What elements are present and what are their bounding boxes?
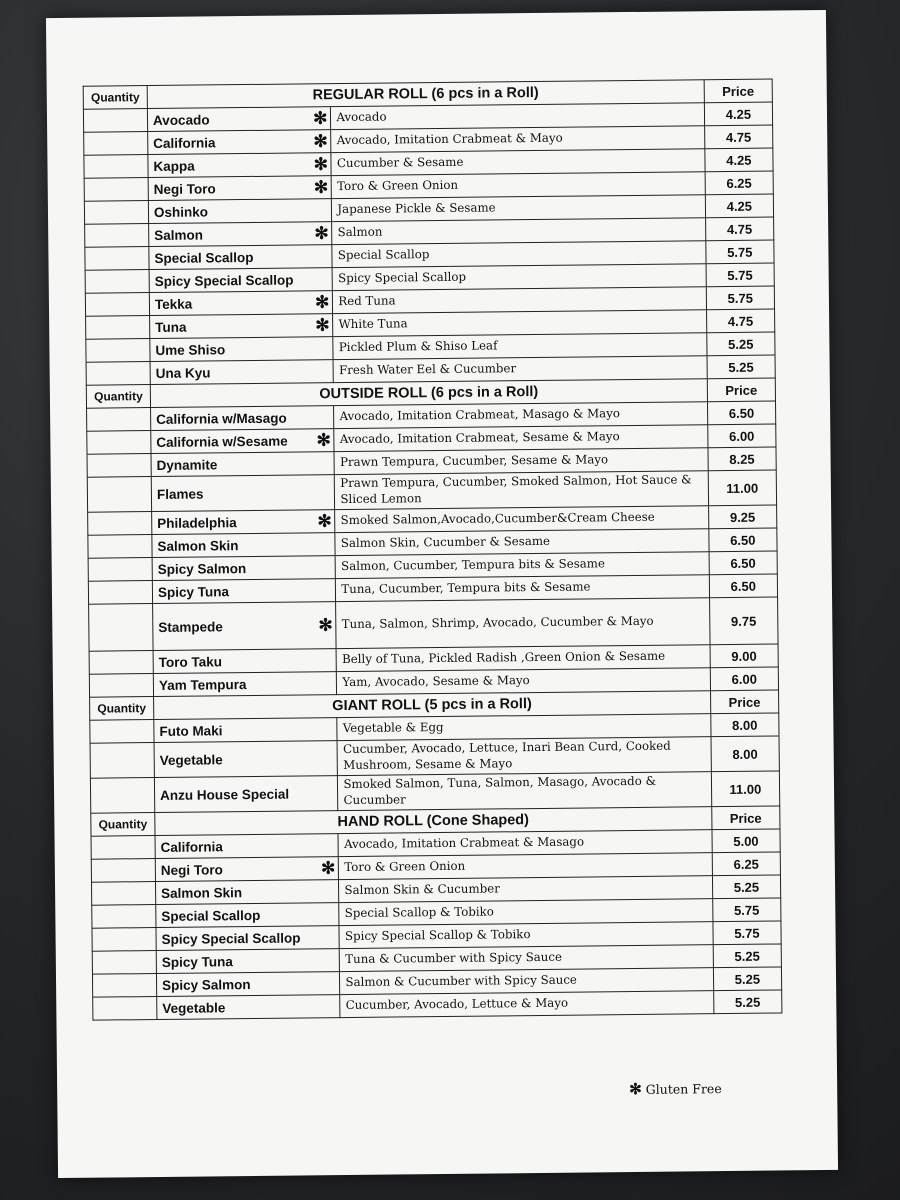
item-description: Belly of Tuna, Pickled Radish ,Green Onion & Sesame [336, 645, 710, 672]
item-description: Avocado, Imitation Crabmeat & Mayo [331, 126, 705, 153]
item-price: 5.25 [707, 355, 776, 379]
quantity-cell[interactable] [88, 581, 152, 605]
item-name-text: Toro Taku [158, 653, 223, 670]
item-name [148, 130, 332, 155]
item-price: 6.50 [709, 528, 778, 552]
item-price: 5.75 [706, 263, 775, 287]
item-description: Smoked Salmon, Tuna, Salmon, Masago, Avocado & Cucumber [338, 772, 712, 811]
item-name [150, 337, 334, 362]
item-name [152, 579, 336, 604]
item-price: 5.75 [706, 286, 775, 310]
item-price: 6.50 [709, 551, 778, 575]
item-name [151, 452, 335, 477]
quantity-header: Quantity [90, 697, 154, 721]
quantity-cell[interactable] [86, 362, 150, 386]
item-price: 8.25 [708, 447, 777, 471]
quantity-cell[interactable] [85, 293, 149, 317]
item-name-text: California w/Sesame [156, 433, 288, 450]
item-price: 5.00 [712, 829, 781, 853]
item-name-text: Special Scallop [154, 249, 254, 266]
item-name-text: Negi Toro [153, 180, 216, 197]
item-name [156, 949, 340, 974]
gluten-free-star-icon: ✻ [317, 511, 332, 531]
footnote-text: Gluten Free [645, 1081, 722, 1097]
quantity-cell[interactable] [92, 928, 156, 952]
quantity-cell[interactable] [84, 178, 148, 202]
item-description: Avocado, Imitation Crabmeat, Masago & Mayo [334, 402, 708, 429]
item-name [148, 199, 332, 224]
item-description: Tuna & Cucumber with Spicy Sauce [340, 945, 714, 972]
quantity-cell[interactable] [86, 339, 150, 363]
item-price: 5.25 [706, 332, 775, 356]
roll-menu-table [83, 79, 783, 1021]
item-price: 6.00 [707, 424, 776, 448]
gluten-free-footnote [629, 1079, 722, 1098]
quantity-cell[interactable] [93, 997, 157, 1021]
item-description: Avocado, Imitation Crabmeat, Sesame & Mayo [334, 425, 708, 452]
quantity-header: Quantity [91, 813, 155, 837]
menu-item-row [89, 597, 778, 651]
item-price: 9.25 [708, 505, 777, 529]
item-name-text: Tuna [155, 319, 187, 335]
item-description: Cucumber, Avocado, Lettuce & Mayo [340, 991, 714, 1018]
gluten-free-star-icon: ✻ [313, 177, 329, 197]
item-name-text: Kappa [153, 158, 195, 174]
item-description: Avocado, Imitation Crabmeat & Masago [338, 830, 712, 857]
quantity-cell[interactable] [91, 836, 155, 860]
gluten-free-star-icon: ✻ [313, 154, 329, 174]
item-description: Spicy Special Scallop [332, 264, 706, 291]
price-header: Price [711, 806, 780, 830]
quantity-cell[interactable] [88, 535, 152, 559]
quantity-cell[interactable] [84, 201, 148, 225]
item-description: Salmon Skin & Cucumber [339, 876, 713, 903]
item-description: Vegetable & Egg [337, 714, 711, 741]
item-price: 9.00 [710, 644, 779, 668]
item-name-text: Spicy Tuna [161, 953, 233, 970]
quantity-cell[interactable] [92, 951, 156, 975]
quantity-cell[interactable] [87, 477, 151, 513]
item-description: Cucumber & Sesame [331, 149, 705, 176]
item-price: 4.25 [705, 148, 774, 172]
item-price: 5.75 [706, 240, 775, 264]
item-description: Salmon [332, 218, 706, 245]
item-price: 5.75 [712, 898, 781, 922]
item-price: 6.25 [705, 171, 774, 195]
item-name-text: Spicy Special Scallop [161, 930, 301, 947]
item-name-text: Avocado [152, 111, 210, 128]
item-name-text: Salmon [154, 226, 204, 243]
item-price: 8.00 [711, 736, 780, 772]
item-name-text: Salmon Skin [161, 884, 243, 901]
item-price: 6.50 [709, 574, 778, 598]
item-description: Smoked Salmon,Avocado,Cucumber&Cream Cheese [335, 506, 709, 533]
item-description: Avocado [331, 103, 705, 130]
quantity-cell[interactable] [91, 859, 155, 883]
gluten-free-star-icon: ✻ [313, 108, 328, 128]
item-description: Tuna, Cucumber, Tempura bits & Sesame [336, 575, 710, 602]
item-price: 6.25 [712, 852, 781, 876]
item-name-text: Spicy Salmon [161, 976, 251, 993]
item-name-text: Yam Tempura [158, 676, 247, 693]
item-name-text: Dynamite [156, 456, 218, 473]
item-description: Toro & Green Onion [339, 853, 713, 880]
quantity-cell[interactable] [88, 512, 152, 536]
item-name [149, 245, 333, 270]
item-name-text: Oshinko [153, 203, 209, 220]
quantity-cell[interactable] [89, 674, 153, 698]
item-description: Special Scallop [332, 241, 706, 268]
item-price: 4.25 [705, 194, 774, 218]
item-name [147, 107, 331, 132]
quantity-cell[interactable] [86, 316, 150, 340]
gluten-free-star-icon: ✻ [316, 430, 331, 450]
item-price: 5.25 [712, 875, 781, 899]
quantity-cell[interactable] [85, 247, 149, 271]
item-name-text: Special Scallop [161, 907, 261, 924]
item-name-text: Tekka [154, 296, 193, 312]
quantity-cell[interactable] [87, 408, 151, 432]
item-name [155, 880, 339, 905]
item-price: 6.00 [710, 667, 779, 691]
item-name [154, 718, 338, 743]
quantity-cell[interactable] [87, 454, 151, 478]
quantity-cell[interactable] [92, 974, 156, 998]
item-name [149, 268, 333, 293]
item-name [151, 475, 335, 512]
item-description: Salmon Skin, Cucumber & Sesame [335, 529, 709, 556]
item-name [151, 429, 335, 454]
quantity-cell[interactable] [90, 720, 154, 744]
item-name-text: Flames [156, 485, 204, 502]
item-name [148, 153, 332, 178]
section-title: GIANT ROLL (5 pcs in a Roll) [154, 691, 711, 720]
item-price: 11.00 [711, 771, 780, 807]
item-name [149, 222, 333, 247]
quantity-cell[interactable] [89, 651, 153, 675]
price-header: Price [710, 690, 779, 714]
item-description: Prawn Tempura, Cucumber, Smoked Salmon, Hot Sauce & Sliced Lemon [335, 471, 709, 510]
quantity-cell[interactable] [84, 155, 148, 179]
gluten-free-star-icon: ✻ [318, 615, 333, 635]
item-name [156, 926, 340, 951]
item-name-text: Philadelphia [157, 514, 237, 531]
item-name [153, 649, 337, 674]
item-name-text: California w/Masago [156, 410, 287, 427]
item-description: Cucumber, Avocado, Lettuce, Inari Bean Curd, Cooked Mushroom, Sesame & Mayo [337, 737, 711, 776]
item-name [156, 903, 340, 928]
item-name [155, 857, 339, 882]
quantity-cell[interactable] [88, 558, 152, 582]
item-name-text: Vegetable [159, 751, 223, 768]
item-name-text: Spicy Salmon [157, 560, 247, 577]
item-name-text: Spicy Tuna [157, 583, 230, 600]
item-description: Tuna, Salmon, Shrimp, Avocado, Cucumber & Mayo [336, 598, 710, 649]
item-name [154, 741, 338, 778]
item-description: Special Scallop & Tobiko [339, 899, 713, 926]
item-price: 5.75 [713, 921, 782, 945]
item-description: Japanese Pickle & Sesame [332, 195, 706, 222]
section-title: HAND ROLL (Cone Shaped) [155, 807, 712, 836]
item-name [152, 533, 336, 558]
item-name-text: California [160, 838, 223, 855]
quantity-cell[interactable] [89, 604, 153, 652]
item-name [155, 834, 339, 859]
item-name [154, 776, 338, 813]
item-description: Prawn Tempura, Cucumber, Sesame & Mayo [334, 448, 708, 475]
quantity-cell[interactable] [90, 743, 154, 779]
item-name [153, 672, 337, 697]
item-name-text: Stampede [158, 618, 223, 635]
gluten-free-star-icon: ✻ [629, 1079, 642, 1099]
item-name [153, 602, 337, 651]
item-price: 4.75 [705, 217, 774, 241]
item-name [151, 406, 335, 431]
item-name [156, 972, 340, 997]
item-name [148, 176, 332, 201]
item-price: 4.75 [704, 125, 773, 149]
item-description: Fresh Water Eel & Cucumber [333, 356, 707, 383]
item-name-text: Ume Shiso [155, 341, 226, 358]
item-price: 11.00 [708, 470, 777, 506]
item-price: 5.25 [713, 990, 782, 1014]
item-description: Salmon, Cucumber, Tempura bits & Sesame [336, 552, 710, 579]
item-price: 5.25 [713, 944, 782, 968]
item-price: 5.25 [713, 967, 782, 991]
item-name-text: Vegetable [162, 999, 226, 1016]
quantity-cell[interactable] [84, 132, 148, 156]
item-description: Salmon & Cucumber with Spicy Sauce [340, 968, 714, 995]
quantity-cell[interactable] [92, 905, 156, 929]
quantity-header: Quantity [83, 86, 147, 110]
item-name-text: Spicy Special Scallop [154, 272, 294, 289]
item-name-text: Negi Toro [160, 861, 223, 878]
item-name [152, 556, 336, 581]
quantity-cell[interactable] [85, 224, 149, 248]
item-description: Pickled Plum & Shiso Leaf [333, 333, 707, 360]
menu-paper [46, 10, 838, 1178]
gluten-free-star-icon: ✻ [313, 131, 328, 151]
item-price: 8.00 [710, 713, 779, 737]
item-description: Red Tuna [333, 287, 707, 314]
price-header: Price [707, 378, 776, 402]
quantity-cell[interactable] [85, 270, 149, 294]
item-name [149, 291, 333, 316]
item-price: 6.50 [707, 401, 776, 425]
item-description: Toro & Green Onion [332, 172, 706, 199]
item-description: Yam, Avocado, Sesame & Mayo [337, 668, 711, 695]
item-name-text: Anzu House Special [159, 786, 290, 803]
item-name-text: Salmon Skin [157, 537, 239, 554]
gluten-free-star-icon: ✻ [315, 292, 330, 312]
item-name-text: California [153, 134, 216, 151]
quantity-header: Quantity [86, 385, 150, 409]
item-price: 9.75 [709, 597, 778, 645]
item-name-text: Una Kyu [155, 364, 211, 381]
item-name-text: Futo Maki [159, 722, 223, 739]
item-price: 4.25 [704, 102, 773, 126]
item-description: Spicy Special Scallop & Tobiko [339, 922, 713, 949]
gluten-free-star-icon: ✻ [314, 223, 329, 243]
quantity-cell[interactable] [90, 778, 154, 814]
item-name [150, 360, 334, 385]
item-name [150, 314, 334, 339]
gluten-free-star-icon: ✻ [315, 315, 330, 335]
quantity-cell[interactable] [91, 882, 155, 906]
item-description: White Tuna [333, 310, 707, 337]
quantity-cell[interactable] [87, 431, 151, 455]
section-title: OUTSIDE ROLL (6 pcs in a Roll) [150, 379, 707, 408]
quantity-cell[interactable] [83, 109, 147, 133]
item-name [157, 995, 341, 1020]
item-name [152, 510, 336, 535]
item-price: 4.75 [706, 309, 775, 333]
price-header: Price [704, 79, 773, 103]
gluten-free-star-icon: ✻ [320, 858, 336, 878]
section-title: REGULAR ROLL (6 pcs in a Roll) [147, 80, 704, 109]
